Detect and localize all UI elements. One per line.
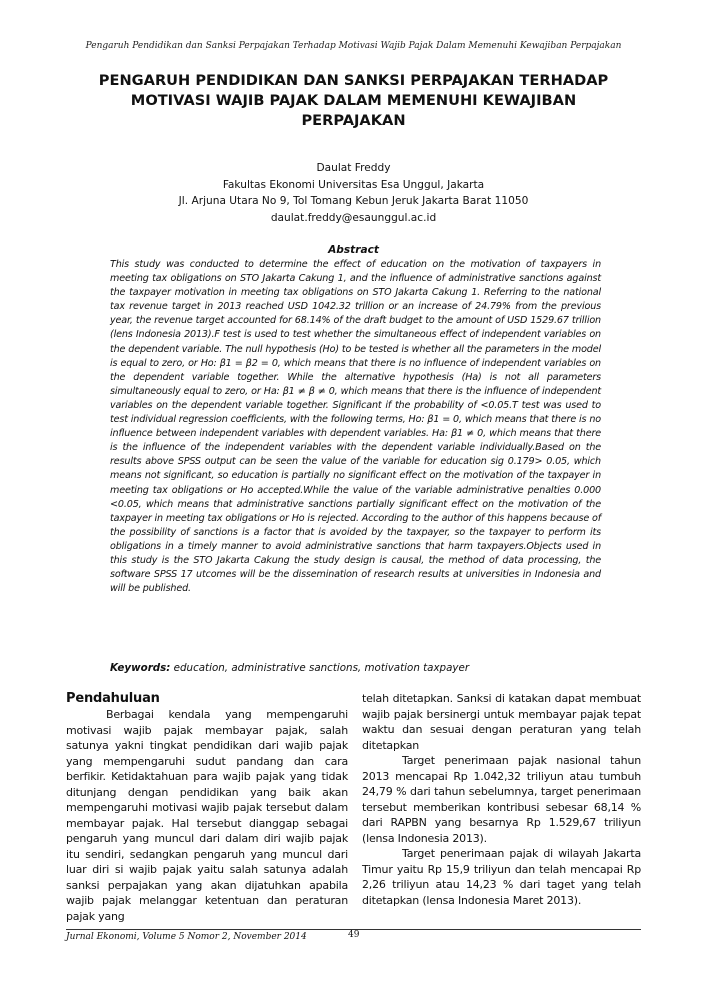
keywords [110,662,610,674]
keywords-text: education, administrative sanctions, motivation taxpayer [170,662,470,674]
footer-journal: Jurnal Ekonomi, Volume 5 Nomor 2, November 2014 [66,932,307,942]
section-heading: Pendahuluan [66,691,160,706]
body-paragraph: telah ditetapkan. Sanksi di katakan dapat membuat wajib pajak bersinergi untuk membayar pajak tepat waktu dan sesuai dengan peraturan yang telah ditetapkan [362,692,641,752]
right-column [362,691,641,908]
title-line: PERPAJAKAN [301,112,406,129]
body-paragraph: Target penerimaan pajak di wilayah Jakarta Timur yaitu Rp 15,9 triliyun dan telah mencapai Rp 2,26 triliyun atau 14,23 % dari taget yang telah ditetapkan (lensa Indonesia Maret 2013). [362,847,641,907]
author-email: daulat.freddy@esaunggul.ac.id [270,211,437,224]
running-head: Pengaruh Pendidikan dan Sanksi Perpajakan Terhadap Motivasi Wajib Pajak Dalam Memenuhi Kewajiban Perpajakan [85,41,622,51]
paper-title [80,71,627,131]
abstract-body: This study was conducted to determine the effect of education on the motivation of taxpayers in meeting tax obligations on STO Jakarta Cakung 1, and the influence of administrative sanctions against the taxpayer motivation in meeting tax obligations on STO Jakarta Cakung 1. Referring to the national tax revenue target in 2013 reached USD 1042.32 trillion or an increase of 24.79% from the previous year, the revenue target accounted for 68.14% of the draft budget to the amount of USD 1529.67 trillion (lens Indonesia 2013).F test is used to test whether the simultaneous effect of independent variables on the dependent variable. The null hypothesis (Ho) to be tested is whether all the parameters in the model is equal to zero, or Ho: β1 = β2 = 0, which means that there is no influence of independent variables on the dependent variable together. While the alternative hypothesis (Ha) is not all parameters simultaneously equal to zero, or Ha: β1 ≠ β ≠ 0, which means that there is the influence of independent variables on the dependent variable together. Significant if the probability of <0.05.T test was used to test individual regression coefficients, with the following terms, Ho: β1 = 0, which means that there is no influence between independent variables with dependent variables. Ha: β1 ≠ 0, which means that there is the influence of the independent variables with the dependent variable individually.Based on the results above SPSS output can be seen the value of the variable for education sig 0.179> 0.05, which means not significant, so education is partially no significant effect on the motivation of the taxpayer in meeting tax obligations or Ho accepted.While the value of the variable administrative penalties 0.000 <0.05, which means that administrative sanctions partially significant effect on the motivation of the taxpayer in meeting tax obligations or Ho is rejected. According to the author of this happens because of the possibility of sanctions is a factor that is avoided by the taxpayer, so the taxpayer to perform its obligations in a timely manner to avoid administrative sanctions that harm taxpayers.Objects used in this study is the STO Jakarta Cakung the study design is causal, the method of data processing, the software SPSS 17 utcomes will be the dissemination of research results at universities in Indonesia and will be published. [110,259,601,595]
author-affiliation: Fakultas Ekonomi Universitas Esa Unggul, Jakarta [222,178,485,191]
body-paragraph: Berbagai kendala yang mempengaruhi motivasi wajib pajak membayar pajak, salah satunya yakni tingkat pendidikan dari wajib pajak yang mempengaruhi sudut pandang dan cara berfikir. Ketidaktahuan para wajib pajak yang tidak ditunjang dengan pendidikan yang baik akan mempengaruhi motivasi wajib pajak tersebut dalam membayar pajak. Hal tersebut dianggap sebagai pengaruh yang muncul dari dalam diri wajib pajak itu sendiri, sedangkan pengaruh yang muncul dari luar diri si wajib pajak yaitu salah satunya adalah sanksi perpajakan yang akan dijatuhkan apabila wajib pajak melanggar ketentuan dan peraturan pajak yang [66,708,348,923]
left-column [66,690,348,924]
body-paragraph: Target penerimaan pajak nasional tahun 2013 mencapai Rp 1.042,32 triliyun atau tumbuh 24,79 % dari tahun sebelumnya, target penerimaan tersebut memberikan kontribusi sebesar 68,14 % dari RAPBN yang besarnya Rp 1.529,67 triliyun (lensa Indonesia 2013). [362,754,641,845]
page-number: 49 [348,930,360,940]
title-line: PENGARUH PENDIDIKAN DAN SANKSI PERPAJAKAN TERHADAP [98,72,609,89]
abstract-heading: Abstract [328,244,379,256]
author-block [60,160,647,226]
keywords-label: Keywords: [110,662,171,674]
title-line: MOTIVASI WAJIB PAJAK DALAM MEMENUHI KEWAJIBAN [130,92,577,109]
author-address: Jl. Arjuna Utara No 9, Tol Tomang Kebun Jeruk Jakarta Barat 11050 [178,195,529,207]
author-name: Daulat Freddy [316,162,391,174]
